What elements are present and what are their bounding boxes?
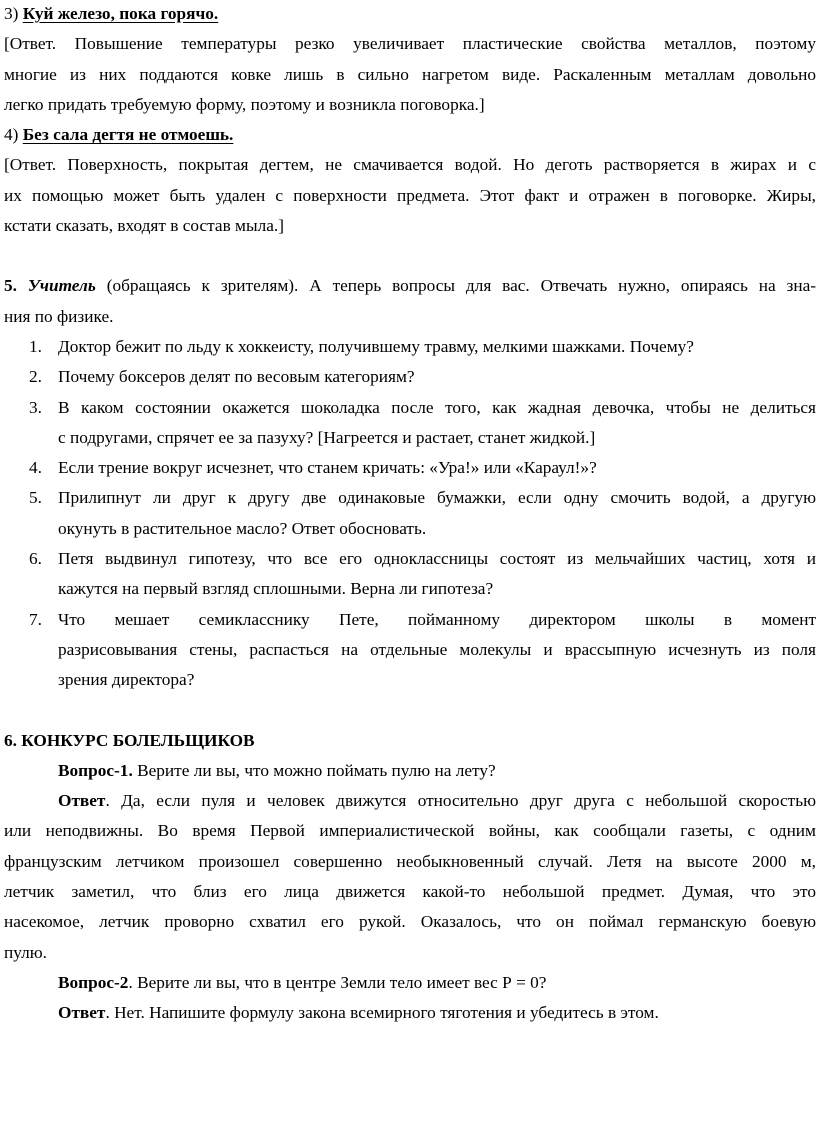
proverb-3-line [4,0,816,29]
list-item-number: 1. [29,336,42,356]
answer-2 [4,998,816,1028]
question-2 [4,968,816,998]
list-item [4,362,816,392]
question-2-text: . Верите ли вы, что в центре Земли тело имеет вес Р = 0? [128,972,547,992]
section-5-number: 5. [4,276,17,296]
answer-2-text: . Нет. Напишите формулу закона всемирного тяготения и убедитесь в этом. [105,1003,659,1023]
question-2-label: Вопрос-2 [58,972,129,992]
spacer [4,241,816,271]
question-1-label: Вопрос-1. [58,760,133,780]
list-item [4,453,816,483]
proverb-4-title: Без сала дегтя не отмоешь. [22,125,234,145]
answer-1-text: . Да, если пуля и человек движутся относительно друг друга с небольшой скоростью [105,791,816,811]
list-item-text: Что мешает семикласснику Пете, пойманному директором школы в момент [58,609,816,629]
list-item-continuation: разрисовывания стены, распасться на отдельные молекулы и врассыпную исчезнуть из поля [58,639,816,659]
proverb-3-answer-line: [Ответ. Повышение температуры резко увеличивает пластические свойства металлов, поэтому [4,34,816,54]
list-item-text: Прилипнут ли друг к другу две одинаковые бумажки, если одну смочить водой, а другую [58,488,816,508]
list-item-text: Если трение вокруг исчезнет, что станем кричать: «Ура!» или «Караул!»? [58,458,597,478]
list-item-number: 7. [29,609,42,629]
answer-1-line: летчик заметил, что близ его лица движется какой-то небольшой предмет. Думая, что это [4,882,816,902]
answer-1-line: или неподвижны. Во время Первой империалистической войны, как сообщали газеты, с одним [4,821,816,841]
list-item-text: Петя выдвинул гипотезу, что все его одноклассницы состоят из мельчайших частиц, хотя и [58,549,816,569]
proverb-4-answer-line: [Ответ. Поверхность, покрытая дегтем, не смачивается водой. Но деготь растворяется в жирах и с [4,155,816,175]
list-item [4,332,816,362]
physics-questions-list [4,332,816,696]
list-item-number: 6. [29,549,42,569]
list-item [4,544,816,574]
proverb-4-answer-line: кстати сказать, входят в состав мыла.] [4,216,284,236]
list-item [4,483,816,513]
list-item-number: 2. [29,367,42,387]
proverb-4-number: 4) [4,125,19,145]
proverb-3-answer-line: многие из них поддаются ковке лишь в сильно нагретом виде. Раскаленным металлам довольно [4,64,816,84]
teacher-speaker: Учитель [27,276,96,296]
proverb-4-answer-line: их помощью может быть удален с поверхности предмета. Этот факт и отражен в поговорке. Жиры, [4,185,816,205]
proverb-4-line [4,120,816,150]
list-item-continuation: кажутся на первый взгляд сплошными. Верна ли гипотеза? [58,579,494,599]
answer-1-line: насекомое, летчик проворно схватил его рукой. Оказалось, что он поймал германскую боевую [4,912,816,932]
teacher-intro-text: (обращаясь к зрителям). А теперь вопросы для вас. Отвечать нужно, опираясь на зна- [106,276,816,296]
list-item-number: 5. [29,488,42,508]
answer-2-label: Ответ [58,1003,106,1023]
list-item-number: 3. [29,397,42,417]
list-item-text: Доктор бежит по льду к хоккеисту, получившему травму, мелкими шажками. Почему? [58,336,694,356]
list-item-text: Почему боксеров делят по весовым категориям? [58,367,415,387]
teacher-intro-line-2: ния по физике. [4,306,114,326]
list-item-number: 4. [29,458,42,478]
answer-1-line: французским летчиком произошел совершенно необыкновенный случай. Летя на высоте 2000 м, [4,851,816,871]
proverb-3-answer-line: легко придать требуемую форму, поэтому и возникла поговорка.] [4,94,485,114]
list-item [4,393,816,423]
answer-1-line: пулю. [4,942,47,962]
proverb-3-title: Куй железо, пока горячо. [22,4,219,23]
question-1-text: Верите ли вы, что можно поймать пулю на лету? [137,760,496,780]
list-item-continuation: окунуть в растительное масло? Ответ обосновать. [58,518,427,538]
list-item-text: В каком состоянии окажется шоколадка после того, как жадная девочка, чтобы не делиться [58,397,816,417]
spacer [4,696,816,726]
proverb-3-number: 3) [4,4,19,23]
list-item-continuation: с подругами, спрячет ее за пазуху? [Нагреется и растает, станет жидкой.] [58,427,596,447]
teacher-intro-line [4,271,816,301]
question-1 [4,756,816,786]
list-item-continuation: зрения директора? [58,670,195,690]
fans-contest-heading: 6. КОНКУРС БОЛЕЛЬЩИКОВ [4,730,255,750]
answer-1-label: Ответ [58,791,106,811]
list-item [4,605,816,635]
answer-1-first-line [4,786,816,816]
